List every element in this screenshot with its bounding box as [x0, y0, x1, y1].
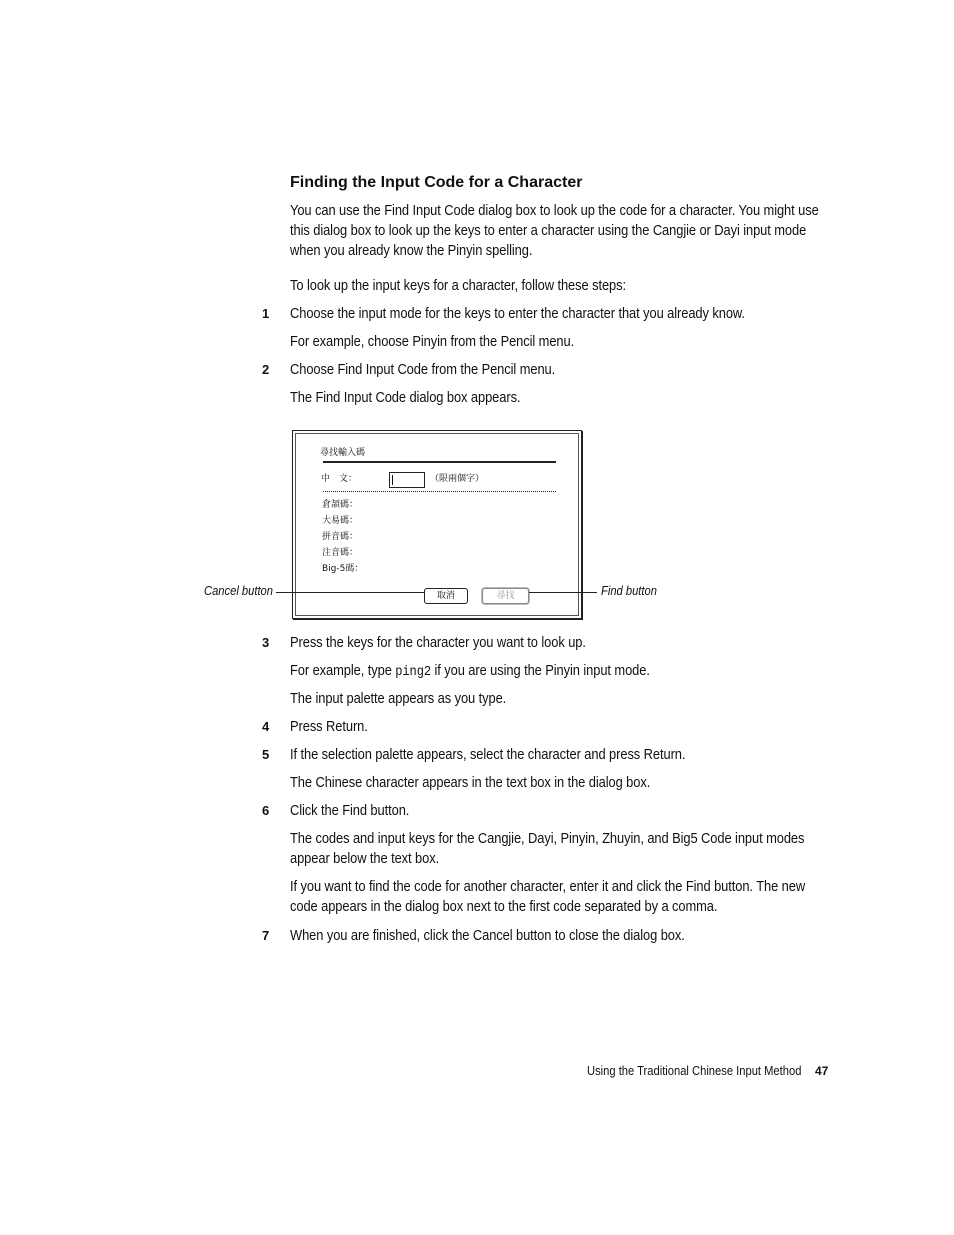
cancel-callout-line	[276, 592, 424, 593]
section-heading: Finding the Input Code for a Character	[290, 174, 583, 191]
find-button[interactable]: 尋找	[482, 588, 529, 604]
chinese-character-input[interactable]	[389, 472, 425, 488]
input-divider	[323, 491, 556, 492]
step-text: Press the keys for the character you want to look up.	[290, 634, 586, 651]
page-number: 47	[815, 1064, 829, 1078]
step-text: Click the Find button.	[290, 802, 410, 819]
step-number: 2	[262, 362, 270, 377]
note-suffix: if you are using the Pinyin input mode.	[430, 662, 650, 679]
step-number: 6	[262, 803, 270, 818]
step-text: Choose Find Input Code from the Pencil menu.	[290, 361, 556, 378]
step-note	[290, 661, 759, 682]
dialog-title: 尋找輸入碼	[320, 448, 366, 458]
find-callout-line	[529, 592, 597, 593]
dayi-code-label: 大易碼：	[322, 516, 359, 526]
chinese-label: 中 文：	[321, 474, 358, 484]
step-note: The input palette appears as you type.	[290, 690, 507, 707]
step-number: 4	[262, 719, 270, 734]
step-note: The Find Input Code dialog box appears.	[290, 389, 521, 406]
step-number: 3	[262, 635, 270, 650]
steps-lead: To look up the input keys for a character, follow these steps:	[290, 277, 626, 294]
text-caret	[392, 475, 393, 485]
cancel-button[interactable]: 取消	[424, 588, 468, 604]
step-note: If you want to find the code for another character, enter it and click the Find button. The new code appears in the dialog box next to the first code separated by a comma.	[290, 878, 806, 915]
cancel-button-callout: Cancel button	[204, 583, 274, 598]
footer-title: Using the Traditional Chinese Input Method	[587, 1063, 802, 1078]
pinyin-code-label: 拼音碼：	[322, 532, 359, 542]
cangjie-code-label: 倉頡碼：	[322, 500, 359, 510]
limit-note: （限兩個字）	[430, 474, 485, 484]
title-divider	[323, 461, 556, 463]
step-text: When you are finished, click the Cancel button to close the dialog box.	[290, 927, 685, 944]
step-text: If the selection palette appears, select the character and press Return.	[290, 746, 686, 763]
step-number: 7	[262, 928, 270, 943]
step-note: The Chinese character appears in the text box in the dialog box.	[290, 774, 651, 791]
step-text: Choose the input mode for the keys to enter the character that you already know.	[290, 305, 745, 322]
step-number: 1	[262, 306, 270, 321]
note-prefix: For example, type	[290, 662, 396, 679]
step-note: For example, choose Pinyin from the Pencil menu.	[290, 333, 575, 350]
step-text: Press Return.	[290, 718, 368, 735]
step-note: The codes and input keys for the Cangjie, Dayi, Pinyin, Zhuyin, and Big5 Code input modes appear below the text box.	[290, 830, 805, 867]
zhuyin-code-label: 注音碼：	[322, 548, 359, 558]
find-button-callout: Find button	[601, 583, 657, 598]
step-number: 5	[262, 747, 270, 762]
big5-code-label: Big-5碼：	[322, 564, 364, 574]
find-input-code-dialog	[292, 430, 582, 619]
code-example: ping2	[395, 664, 431, 680]
intro-paragraph: You can use the Find Input Code dialog box to look up the code for a character. You might use this dialog box to look up the keys to enter a character using the Cangjie or Dayi input mode when you already know the Pinyin spelling.	[290, 202, 819, 259]
dialog-frame	[295, 433, 579, 616]
